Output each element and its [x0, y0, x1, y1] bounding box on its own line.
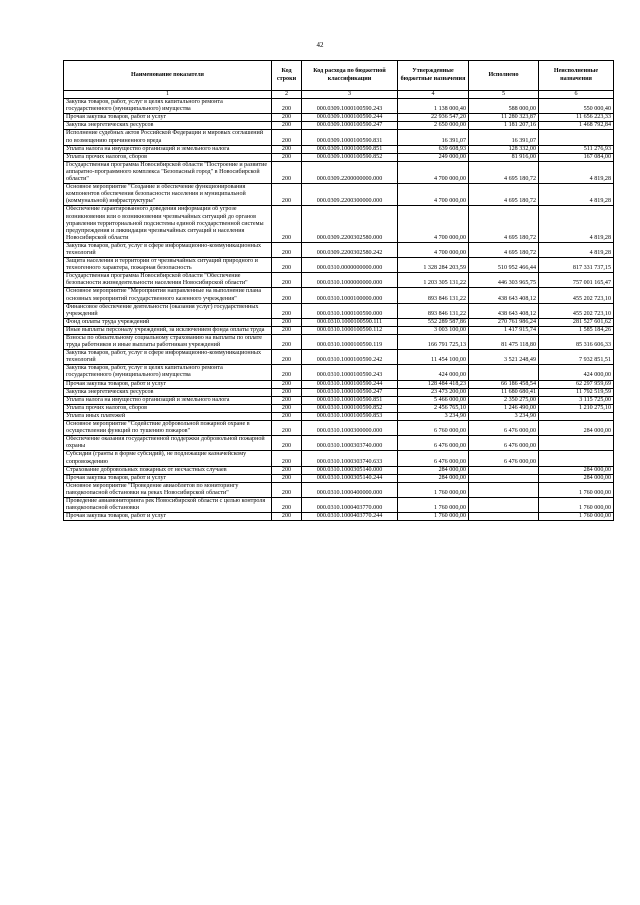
table-row: [64, 412, 614, 420]
unexecuted-amount: [539, 451, 614, 466]
budget-code: 000.0310.1000100590.000: [302, 303, 398, 318]
unexecuted-amount: 11 656 223,33: [539, 114, 614, 122]
header-line-code: Код строки: [272, 61, 302, 91]
budget-code: 000.0310.1000100590.244: [302, 380, 398, 388]
approved-amount: 424 000,00: [398, 365, 469, 380]
header-row: [64, 61, 614, 91]
line-code: 200: [272, 114, 302, 122]
table-row: [64, 335, 614, 350]
approved-amount: 128 484 418,23: [398, 380, 469, 388]
executed-amount: 3 234,90: [469, 412, 539, 420]
column-number: 3: [302, 91, 398, 99]
unexecuted-amount: 1 760 000,00: [539, 482, 614, 497]
budget-code: 000.0309.1000100590.831: [302, 130, 398, 145]
unexecuted-amount: 511 276,93: [539, 145, 614, 153]
unexecuted-amount: 3 115 725,00: [539, 396, 614, 404]
line-code: 200: [272, 273, 302, 288]
unexecuted-amount: 4 819,28: [539, 206, 614, 242]
table-row: [64, 451, 614, 466]
table-row: [64, 258, 614, 273]
approved-amount: 23 473 200,00: [398, 388, 469, 396]
budget-code: 000.0310.0000000000.000: [302, 258, 398, 273]
executed-amount: 588 000,00: [469, 99, 539, 114]
indicator-name: Взносы по обязательному социальному страхованию на выплаты по оплате труда работников и иные выплаты работникам учреждений: [64, 335, 272, 350]
table-row: [64, 421, 614, 436]
budget-code: 000.0310.1000100590.242: [302, 350, 398, 365]
table-row: [64, 388, 614, 396]
unexecuted-amount: [539, 412, 614, 420]
line-code: 200: [272, 404, 302, 412]
line-code: 200: [272, 436, 302, 451]
approved-amount: 22 936 547,20: [398, 114, 469, 122]
executed-amount: 446 303 965,75: [469, 273, 539, 288]
budget-code: 000.0309.1000100590.244: [302, 114, 398, 122]
approved-amount: 1 203 305 131,22: [398, 273, 469, 288]
indicator-name: Проведение авиамониторинга рек Новосибирской области с целью контроля паводкоопасной обстановки: [64, 497, 272, 512]
approved-amount: 3 234,90: [398, 412, 469, 420]
budget-code: 000.0309.1000100590.247: [302, 122, 398, 130]
indicator-name: Финансовое обеспечение деятельности (оказания услуг) государственных учреждений: [64, 303, 272, 318]
table-row: [64, 326, 614, 334]
line-code: 200: [272, 258, 302, 273]
header-executed: Исполнено: [469, 61, 539, 91]
line-code: 200: [272, 497, 302, 512]
budget-code: 000.0309.1000100590.852: [302, 153, 398, 161]
executed-amount: 4 695 180,72: [469, 206, 539, 242]
budget-code: 000.0310.1000100590.243: [302, 365, 398, 380]
approved-amount: 16 391,07: [398, 130, 469, 145]
line-code: 200: [272, 335, 302, 350]
executed-amount: 1 417 915,74: [469, 326, 539, 334]
header-unexecuted: Неисполненные назначения: [539, 61, 614, 91]
line-code: 200: [272, 466, 302, 474]
approved-amount: 1 760 000,00: [398, 513, 469, 521]
unexecuted-amount: 550 000,40: [539, 99, 614, 114]
executed-amount: 1 181 207,16: [469, 122, 539, 130]
header-approved: Утвержденные бюджетные назначения: [398, 61, 469, 91]
line-code: 200: [272, 380, 302, 388]
executed-amount: 11 280 323,87: [469, 114, 539, 122]
executed-amount: 2 350 275,00: [469, 396, 539, 404]
budget-code: 000.0309.1000100590.243: [302, 99, 398, 114]
approved-amount: 6 476 000,00: [398, 436, 469, 451]
executed-amount: 66 186 458,54: [469, 380, 539, 388]
unexecuted-amount: 817 331 737,15: [539, 258, 614, 273]
unexecuted-amount: 455 202 723,10: [539, 288, 614, 303]
executed-amount: 128 332,00: [469, 145, 539, 153]
line-code: 200: [272, 99, 302, 114]
indicator-name: Уплата налога на имущество организаций и земельного налога: [64, 396, 272, 404]
indicator-name: Уплата прочих налогов, сборов: [64, 153, 272, 161]
budget-code: 000.0310.1000100590.247: [302, 388, 398, 396]
budget-code: 000.0310.1000000000.000: [302, 273, 398, 288]
budget-code: 000.0310.1000305140.244: [302, 474, 398, 482]
table-row: [64, 122, 614, 130]
unexecuted-amount: 424 000,00: [539, 365, 614, 380]
budget-code: 000.0310.1000403770.244: [302, 513, 398, 521]
executed-amount: 4 695 180,72: [469, 184, 539, 206]
approved-amount: 284 000,00: [398, 474, 469, 482]
approved-amount: 4 700 000,00: [398, 184, 469, 206]
budget-code: 000.0310.1000100590.112: [302, 326, 398, 334]
budget-code: 000.0310.1000100590.111: [302, 318, 398, 326]
executed-amount: 6 476 000,00: [469, 421, 539, 436]
unexecuted-amount: 281 527 601,62: [539, 318, 614, 326]
unexecuted-amount: 1 468 792,84: [539, 122, 614, 130]
line-code: 200: [272, 288, 302, 303]
approved-amount: 2 650 000,00: [398, 122, 469, 130]
executed-amount: 4 695 180,72: [469, 161, 539, 183]
indicator-name: Защита населения и территории от чрезвычайных ситуаций природного и техногенного характера, пожарная безопасность: [64, 258, 272, 273]
unexecuted-amount: 167 084,00: [539, 153, 614, 161]
indicator-name: Закупка энергетических ресурсов: [64, 122, 272, 130]
column-number: 1: [64, 91, 272, 99]
table-row: [64, 242, 614, 257]
table-row: [64, 153, 614, 161]
approved-amount: 5 466 000,00: [398, 396, 469, 404]
line-code: 200: [272, 482, 302, 497]
indicator-name: Исполнение судебных актов Российской Федерации и мировых соглашений по возмещению причиненного вреда: [64, 130, 272, 145]
approved-amount: 552 289 587,86: [398, 318, 469, 326]
budget-code: 000.0310.1000100590.119: [302, 335, 398, 350]
unexecuted-amount: 62 297 959,69: [539, 380, 614, 388]
table-row: [64, 365, 614, 380]
executed-amount: 81 916,00: [469, 153, 539, 161]
approved-amount: 639 608,93: [398, 145, 469, 153]
approved-amount: 2 456 765,10: [398, 404, 469, 412]
table-row: [64, 396, 614, 404]
table-row: [64, 114, 614, 122]
table-row: [64, 380, 614, 388]
budget-code: 000.0309.2200300000.000: [302, 184, 398, 206]
line-code: 200: [272, 412, 302, 420]
line-code: 200: [272, 145, 302, 153]
executed-amount: 6 476 000,00: [469, 451, 539, 466]
header-name: Наименование показателя: [64, 61, 272, 91]
approved-amount: 6 760 000,00: [398, 421, 469, 436]
executed-amount: 16 391,07: [469, 130, 539, 145]
unexecuted-amount: 7 932 851,51: [539, 350, 614, 365]
table-row: [64, 161, 614, 183]
indicator-name: Уплата прочих налогов, сборов: [64, 404, 272, 412]
indicator-name: Основное мероприятие "Проведение авиаоблетов по мониторингу паводкоопасной обстановки на реках Новосибирской области": [64, 482, 272, 497]
budget-code: 000.0309.2200302580.000: [302, 206, 398, 242]
line-code: 200: [272, 326, 302, 334]
line-code: 200: [272, 130, 302, 145]
budget-execution-table: [63, 60, 614, 521]
table-row: [64, 318, 614, 326]
line-code: 200: [272, 513, 302, 521]
executed-amount: 1 246 490,00: [469, 404, 539, 412]
header-budget-code: Код расхода по бюджетной классификации: [302, 61, 398, 91]
table-row: [64, 482, 614, 497]
table-row: [64, 273, 614, 288]
line-code: 200: [272, 303, 302, 318]
approved-amount: 1 138 000,40: [398, 99, 469, 114]
approved-amount: 1 760 000,00: [398, 497, 469, 512]
table-row: [64, 145, 614, 153]
unexecuted-amount: 455 202 723,10: [539, 303, 614, 318]
budget-code: 000.0310.1000305140.000: [302, 466, 398, 474]
table-row: [64, 474, 614, 482]
executed-amount: 11 680 680,41: [469, 388, 539, 396]
approved-amount: 4 700 000,00: [398, 206, 469, 242]
indicator-name: Субсидии (гранты в форме субсидий), не подлежащие казначейскому сопровождению: [64, 451, 272, 466]
line-code: 200: [272, 318, 302, 326]
unexecuted-amount: 284 000,00: [539, 421, 614, 436]
indicator-name: Закупка товаров, работ, услуг в целях капитального ремонта государственного (муниципального) имущества: [64, 365, 272, 380]
indicator-name: Иные выплаты персоналу учреждений, за исключением фонда оплаты труда: [64, 326, 272, 334]
unexecuted-amount: [539, 436, 614, 451]
line-code: 200: [272, 184, 302, 206]
table-row: [64, 466, 614, 474]
approved-amount: 6 476 000,00: [398, 451, 469, 466]
executed-amount: [469, 513, 539, 521]
column-number-row: [64, 91, 614, 99]
approved-amount: 4 700 000,00: [398, 161, 469, 183]
unexecuted-amount: 284 000,00: [539, 474, 614, 482]
line-code: 200: [272, 396, 302, 404]
line-code: 200: [272, 474, 302, 482]
column-number: 6: [539, 91, 614, 99]
executed-amount: 81 475 118,80: [469, 335, 539, 350]
unexecuted-amount: [539, 130, 614, 145]
indicator-name: Закупка товаров, работ, услуг в целях капитального ремонта государственного (муниципального) имущества: [64, 99, 272, 114]
indicator-name: Основное мероприятие "Мероприятия направленные на выполнение плана основных мероприятий государственного казенного учреждения": [64, 288, 272, 303]
approved-amount: 1 760 000,00: [398, 482, 469, 497]
indicator-name: Прочая закупка товаров, работ и услуг: [64, 114, 272, 122]
table-row: [64, 99, 614, 114]
page-number: 42: [316, 41, 324, 49]
approved-amount: 249 000,00: [398, 153, 469, 161]
line-code: 200: [272, 350, 302, 365]
indicator-name: Закупка энергетических ресурсов: [64, 388, 272, 396]
table-body: [64, 99, 614, 521]
indicator-name: Фонд оплаты труда учреждений: [64, 318, 272, 326]
unexecuted-amount: 1 760 000,00: [539, 513, 614, 521]
line-code: 200: [272, 242, 302, 257]
table-row: [64, 303, 614, 318]
approved-amount: 11 454 100,00: [398, 350, 469, 365]
executed-amount: [469, 474, 539, 482]
table-row: [64, 436, 614, 451]
indicator-name: Прочая закупка товаров, работ и услуг: [64, 380, 272, 388]
table-row: [64, 130, 614, 145]
budget-code: 000.0310.1000400000.000: [302, 482, 398, 497]
approved-amount: 284 000,00: [398, 466, 469, 474]
table-row: [64, 513, 614, 521]
unexecuted-amount: 284 000,00: [539, 466, 614, 474]
budget-code: 000.0309.2200302580.242: [302, 242, 398, 257]
column-number: 4: [398, 91, 469, 99]
indicator-name: Государственная программа Новосибирской области "Обеспечение безопасности жизнедеятельности населения Новосибирской области": [64, 273, 272, 288]
unexecuted-amount: 1 210 275,10: [539, 404, 614, 412]
line-code: 200: [272, 161, 302, 183]
line-code: 200: [272, 153, 302, 161]
approved-amount: 1 328 284 203,59: [398, 258, 469, 273]
indicator-name: Обеспечение гарантированного доведения информации об угрозе возникновения или о возникновении чрезвычайных ситуаций до органов управления территориальной подсистемы единой государственной системы предупреждения и ликвидации чрезвычайных ситуаций и населения Новосибирской области: [64, 206, 272, 242]
executed-amount: 3 521 248,49: [469, 350, 539, 365]
indicator-name: Государственная программа Новосибирской области "Построение и развитие аппаратно-программного комплекса "Безопасный город" в Новосибирской области": [64, 161, 272, 183]
unexecuted-amount: 757 001 165,47: [539, 273, 614, 288]
table-row: [64, 184, 614, 206]
approved-amount: 893 846 131,22: [398, 303, 469, 318]
budget-code: 000.0310.1000100590.852: [302, 404, 398, 412]
column-number: 5: [469, 91, 539, 99]
unexecuted-amount: 1 585 184,26: [539, 326, 614, 334]
line-code: 200: [272, 365, 302, 380]
line-code: 200: [272, 206, 302, 242]
budget-code: 000.0310.1000403770.000: [302, 497, 398, 512]
unexecuted-amount: 85 316 606,33: [539, 335, 614, 350]
indicator-name: Обеспечение оказания государственной поддержки добровольной пожарной охраны: [64, 436, 272, 451]
unexecuted-amount: 4 819,28: [539, 242, 614, 257]
executed-amount: 6 476 000,00: [469, 436, 539, 451]
executed-amount: [469, 497, 539, 512]
line-code: 200: [272, 388, 302, 396]
executed-amount: 438 643 408,12: [469, 288, 539, 303]
executed-amount: 270 761 986,24: [469, 318, 539, 326]
executed-amount: [469, 466, 539, 474]
indicator-name: Закупка товаров, работ, услуг в сфере информационно-коммуникационных технологий: [64, 242, 272, 257]
table-row: [64, 404, 614, 412]
unexecuted-amount: 4 819,28: [539, 184, 614, 206]
table-row: [64, 288, 614, 303]
approved-amount: 893 846 131,22: [398, 288, 469, 303]
executed-amount: 438 643 408,12: [469, 303, 539, 318]
budget-code: 000.0310.1000303740.000: [302, 436, 398, 451]
indicator-name: Основное мероприятие "Содействие добровольной пожарной охране в осуществлении функций по тушению пожаров": [64, 421, 272, 436]
approved-amount: 4 700 000,00: [398, 242, 469, 257]
unexecuted-amount: 11 792 519,59: [539, 388, 614, 396]
approved-amount: 166 791 725,13: [398, 335, 469, 350]
table-row: [64, 350, 614, 365]
executed-amount: [469, 365, 539, 380]
executed-amount: 4 695 180,72: [469, 242, 539, 257]
budget-code: 000.0310.1000100590.851: [302, 396, 398, 404]
table-row: [64, 206, 614, 242]
executed-amount: 510 952 466,44: [469, 258, 539, 273]
table-row: [64, 497, 614, 512]
budget-code: 000.0309.1000100590.851: [302, 145, 398, 153]
indicator-name: Закупка товаров, работ, услуг в сфере информационно-коммуникационных технологий: [64, 350, 272, 365]
budget-code: 000.0309.2200000000.000: [302, 161, 398, 183]
indicator-name: Прочая закупка товаров, работ и услуг: [64, 474, 272, 482]
budget-code: 000.0310.1000303740.633: [302, 451, 398, 466]
unexecuted-amount: 4 819,28: [539, 161, 614, 183]
approved-amount: 3 003 100,00: [398, 326, 469, 334]
line-code: 200: [272, 421, 302, 436]
budget-code: 000.0310.1000100000.000: [302, 288, 398, 303]
indicator-name: Страхование добровольных пожарных от несчастных случаев: [64, 466, 272, 474]
unexecuted-amount: 1 760 000,00: [539, 497, 614, 512]
column-number: 2: [272, 91, 302, 99]
indicator-name: Прочая закупка товаров, работ и услуг: [64, 513, 272, 521]
line-code: 200: [272, 451, 302, 466]
executed-amount: [469, 482, 539, 497]
indicator-name: Основное мероприятие "Создание и обеспечение функционирования компонентов обеспечения безопасности населения и муниципальной (коммунальной) инфраструктуры": [64, 184, 272, 206]
budget-code: 000.0310.1000300000.000: [302, 421, 398, 436]
indicator-name: Уплата иных платежей: [64, 412, 272, 420]
budget-code: 000.0310.1000100590.853: [302, 412, 398, 420]
line-code: 200: [272, 122, 302, 130]
indicator-name: Уплата налога на имущество организаций и земельного налога: [64, 145, 272, 153]
